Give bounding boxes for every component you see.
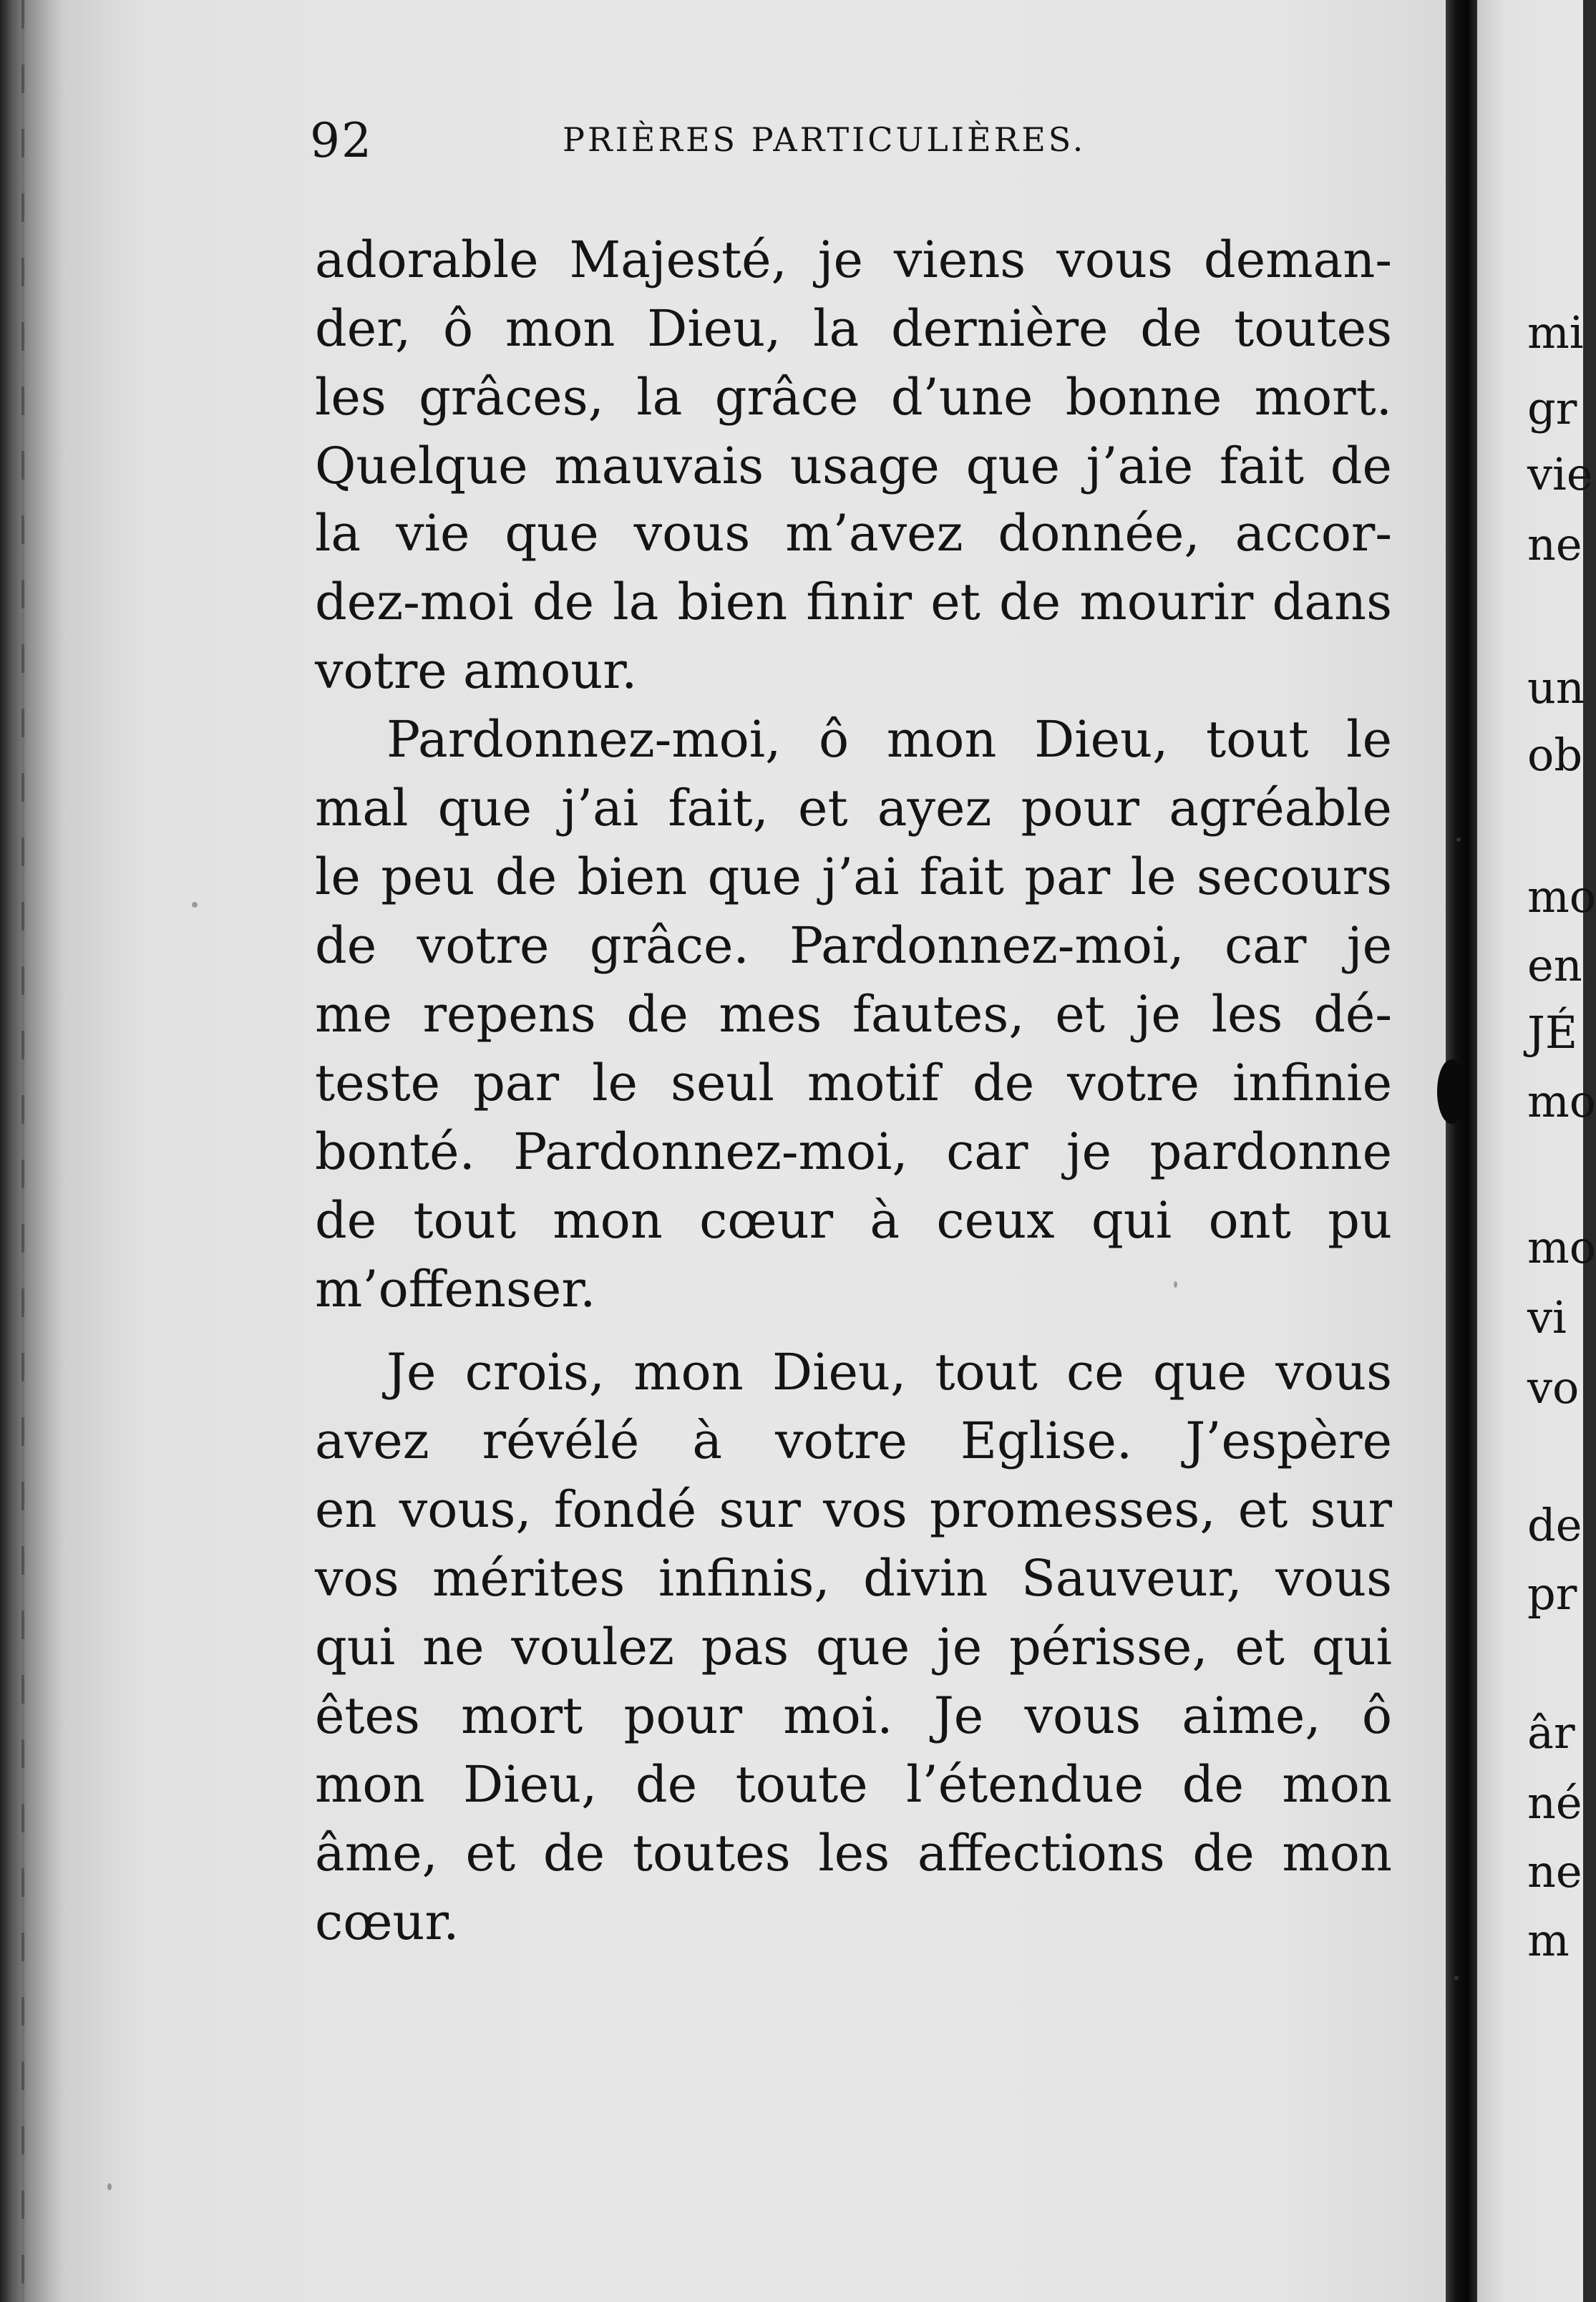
running-head: PRIÈRES PARTICULIÈRES. [563, 120, 1086, 159]
right-page-fragment-text: gr [1527, 382, 1577, 434]
text-line: Pardonnez-moi, ô mon Dieu, tout le [386, 710, 1392, 769]
scan-speck [1174, 1281, 1177, 1288]
text-line: le peu de bien que j’ai fait par le secours [315, 848, 1392, 906]
text-line: mon Dieu, de toute l’étendue de mon [315, 1755, 1392, 1814]
right-page-fragment-text: ne [1527, 518, 1582, 570]
right-page-fragment-text: un [1527, 661, 1585, 714]
text-line: vos mérites infinis, divin Sauveur, vous [315, 1549, 1392, 1608]
text-line: me repens de mes fautes, et je les dé- [315, 985, 1392, 1044]
right-page-fragment-text: vie [1527, 448, 1593, 500]
text-line: teste par le seul motif de votre infinie [315, 1054, 1392, 1112]
text-line: cœur. [315, 1893, 459, 1951]
scan-speck [1456, 837, 1461, 842]
text-line: en vous, fondé sur vos promesses, et sur [315, 1480, 1392, 1539]
gutter-notch [1437, 1059, 1466, 1124]
text-line: dez-moi de la bien finir et de mourir dans [315, 573, 1392, 631]
right-page-fragment-text: né [1527, 1777, 1582, 1829]
text-line: Je crois, mon Dieu, tout ce que vous [386, 1343, 1392, 1402]
right-page-fragment-text: vi [1527, 1291, 1567, 1344]
text-line: bonté. Pardonnez-moi, car je pardonne [315, 1122, 1392, 1181]
book-gutter [1446, 0, 1477, 2302]
text-line: avez révélé à votre Eglise. J’espère [315, 1412, 1392, 1470]
right-page-fragment-text: en [1527, 939, 1582, 991]
page-number: 92 [310, 113, 373, 168]
right-page-fragment-text: pr [1527, 1568, 1577, 1620]
text-line: m’offenser. [315, 1260, 596, 1318]
right-page-fragment-text: mo [1527, 870, 1596, 923]
text-line: êtes mort pour moi. Je vous aime, ô [315, 1686, 1392, 1745]
right-page-fragment-text: JÉ [1527, 1006, 1578, 1059]
text-line: la vie que vous m’avez donnée, accor- [315, 504, 1392, 563]
text-line: votre amour. [315, 641, 638, 700]
text-line: qui ne voulez pas que je périsse, et qui [315, 1618, 1392, 1676]
text-line: der, ô mon Dieu, la dernière de toutes [315, 299, 1392, 358]
text-line: de tout mon cœur à ceux qui ont pu [315, 1191, 1392, 1250]
scan-speck [1454, 1976, 1459, 1980]
left-page-edge [0, 0, 64, 2302]
right-page-fragment-text: ne [1527, 1845, 1582, 1898]
right-page-fragment-text: ob [1527, 729, 1583, 781]
text-line: les grâces, la grâce d’une bonne mort. [315, 368, 1392, 427]
text-line: Quelque mauvais usage que j’aie fait de [315, 437, 1392, 495]
right-page-fragment-text: m [1527, 1914, 1570, 1966]
scan-speck [107, 2183, 112, 2190]
text-line: mal que j’ai fait, et ayez pour agréable [315, 779, 1392, 837]
right-page-fragment-text: mi [1527, 306, 1584, 359]
right-page-fragment-text: mo [1527, 1221, 1596, 1273]
right-page-fragment-text: âr [1527, 1706, 1575, 1759]
text-line: âme, et de toutes les affections de mon [315, 1824, 1392, 1883]
right-page-fragment-text: de [1527, 1499, 1582, 1551]
text-line: de votre grâce. Pardonnez-moi, car je [315, 916, 1392, 975]
text-line: adorable Majesté, je viens vous deman- [315, 230, 1392, 289]
right-page-fragment [1477, 0, 1596, 2302]
scan-speck [192, 902, 198, 908]
right-page-fragment-text: mo [1527, 1075, 1596, 1127]
right-page-fragment-text: vo [1527, 1361, 1580, 1414]
